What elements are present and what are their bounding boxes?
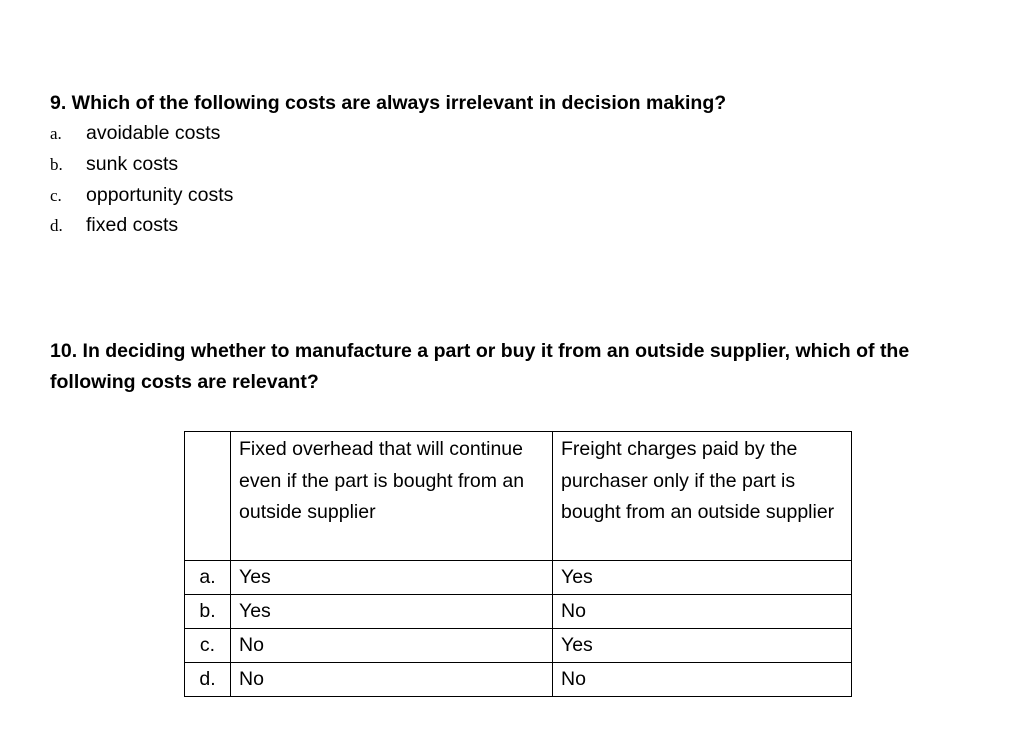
row-letter: b. xyxy=(185,595,231,629)
row-cell-fixed-overhead: Yes xyxy=(231,561,553,595)
option-text: avoidable costs xyxy=(86,122,221,144)
row-letter: a. xyxy=(185,561,231,595)
header-cell-freight-charges: Freight charges paid by the purchaser only if the part is bought from an outside supplier xyxy=(553,432,852,561)
table-row-d xyxy=(185,663,852,697)
table-row-a xyxy=(185,561,852,595)
option-text: sunk costs xyxy=(86,153,179,175)
row-cell-fixed-overhead: No xyxy=(231,663,553,697)
row-cell-freight-charges: Yes xyxy=(553,561,852,595)
option-letter: a. xyxy=(50,124,62,143)
question-9-title: 9. Which of the following costs are always irrelevant in decision making? xyxy=(50,92,727,114)
row-cell-fixed-overhead: Yes xyxy=(231,595,553,629)
option-text: fixed costs xyxy=(86,214,179,236)
answer-table xyxy=(184,431,852,697)
row-cell-freight-charges: Yes xyxy=(553,629,852,663)
option-letter: d. xyxy=(50,216,63,235)
option-letter: b. xyxy=(50,155,63,174)
q9-option-d xyxy=(50,210,178,241)
row-cell-freight-charges: No xyxy=(553,663,852,697)
table-row-b xyxy=(185,595,852,629)
row-letter: c. xyxy=(185,629,231,663)
row-letter: d. xyxy=(185,663,231,697)
header-cell-fixed-overhead: Fixed overhead that will continue even if the part is bought from an outside supplier xyxy=(231,432,553,561)
q9-option-b xyxy=(50,149,178,180)
option-letter: c. xyxy=(50,186,62,205)
option-text: opportunity costs xyxy=(86,184,234,206)
table-header-row xyxy=(185,432,852,561)
row-cell-fixed-overhead: No xyxy=(231,629,553,663)
question-10-title: 10. In deciding whether to manufacture a part or buy it from an outside supplier, which of the following costs are relevant? xyxy=(50,340,910,393)
row-cell-freight-charges: No xyxy=(553,595,852,629)
q9-option-a xyxy=(50,118,220,149)
q9-option-c xyxy=(50,180,233,211)
table-row-c xyxy=(185,629,852,663)
header-cell-letter xyxy=(185,432,231,561)
